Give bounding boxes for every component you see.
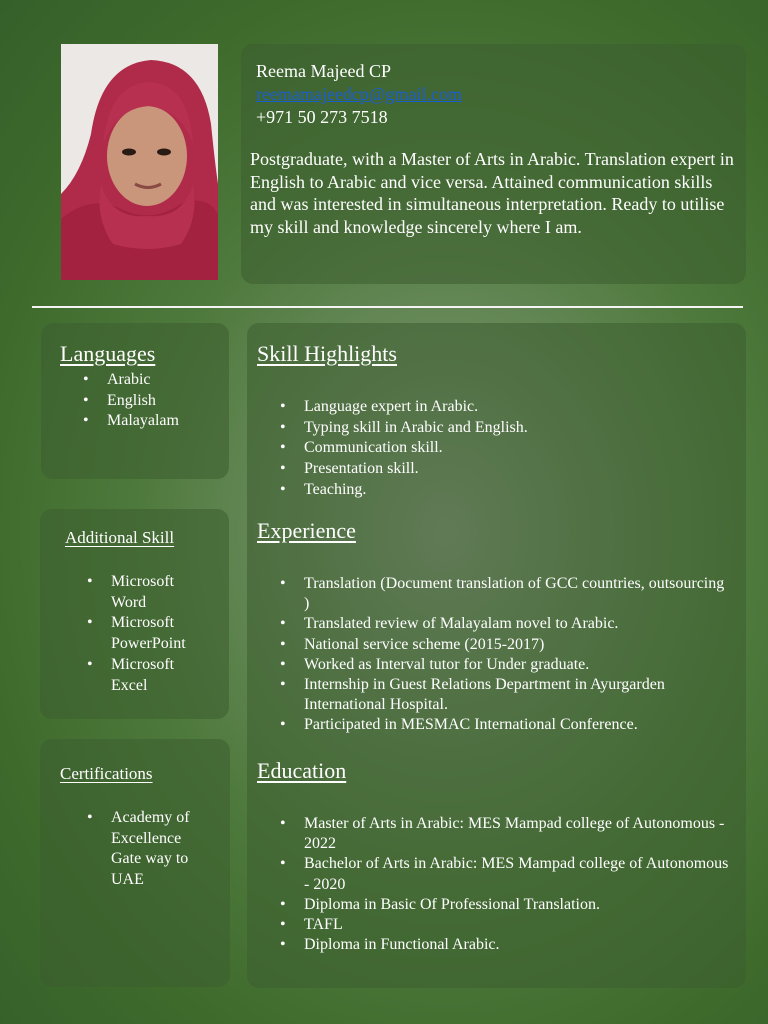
languages-list <box>83 370 223 432</box>
list-item: • Diploma in Basic Of Professional Translation. <box>280 895 730 915</box>
list-item: • Teaching. <box>280 480 730 501</box>
phone-number: +971 50 273 7518 <box>256 107 388 127</box>
list-item: • Microsoft Excel <box>87 655 207 696</box>
skill-highlights-list <box>280 397 730 501</box>
list-item: • Language expert in Arabic. <box>280 397 730 418</box>
list-item: • Translated review of Malayalam novel to Arabic. <box>280 614 730 634</box>
additional-skill-heading: Additional Skill <box>65 528 175 547</box>
email-link[interactable]: reemamajeedcp@gmail.com <box>256 84 462 104</box>
list-item: • National service scheme (2015-2017) <box>280 635 730 655</box>
list-item: • English <box>83 391 223 412</box>
profile-summary: Postgraduate, with a Master of Arts in Arabic. Translation expert in English to Arabic and vice versa. Attained communication skills and was interested in simultaneous interpretation. Ready to utilise my skill and knowledge sincerely where I am. <box>250 149 734 237</box>
certifications-list <box>87 808 213 891</box>
profile-photo <box>61 44 218 280</box>
list-item: • Master of Arts in Arabic: MES Mampad college of Autonomous - 2022 <box>280 814 730 854</box>
education-list <box>280 814 730 955</box>
list-item: • Arabic <box>83 370 223 391</box>
section-divider <box>32 306 743 308</box>
list-item: • Malayalam <box>83 411 223 432</box>
experience-heading: Experience <box>257 518 356 543</box>
list-item: • Bachelor of Arts in Arabic: MES Mampad college of Autonomous - 2020 <box>280 854 730 894</box>
list-item: • Microsoft Word <box>87 572 207 613</box>
list-item: • Internship in Guest Relations Department in Ayurgarden International Hospital. <box>280 675 730 715</box>
additional-skill-list <box>87 572 207 696</box>
skill-highlights-heading: Skill Highlights <box>257 341 397 366</box>
certifications-heading: Certifications <box>60 764 153 783</box>
list-item: • Presentation skill. <box>280 459 730 480</box>
list-item: • Academy of Excellence Gate way to UAE <box>87 808 213 891</box>
list-item: • Participated in MESMAC International Conference. <box>280 715 730 735</box>
list-item: • TAFL <box>280 915 730 935</box>
list-item: • Microsoft PowerPoint <box>87 613 207 654</box>
list-item: • Diploma in Functional Arabic. <box>280 935 730 955</box>
list-item: • Translation (Document translation of GCC countries, outsourcing ) <box>280 574 730 614</box>
experience-list <box>280 574 730 736</box>
list-item: • Typing skill in Arabic and English. <box>280 418 730 439</box>
education-heading: Education <box>257 758 347 783</box>
list-item: • Communication skill. <box>280 438 730 459</box>
contact-name: Reema Majeed CP <box>256 61 391 81</box>
list-item: • Worked as Interval tutor for Under graduate. <box>280 655 730 675</box>
languages-heading: Languages <box>60 341 156 366</box>
